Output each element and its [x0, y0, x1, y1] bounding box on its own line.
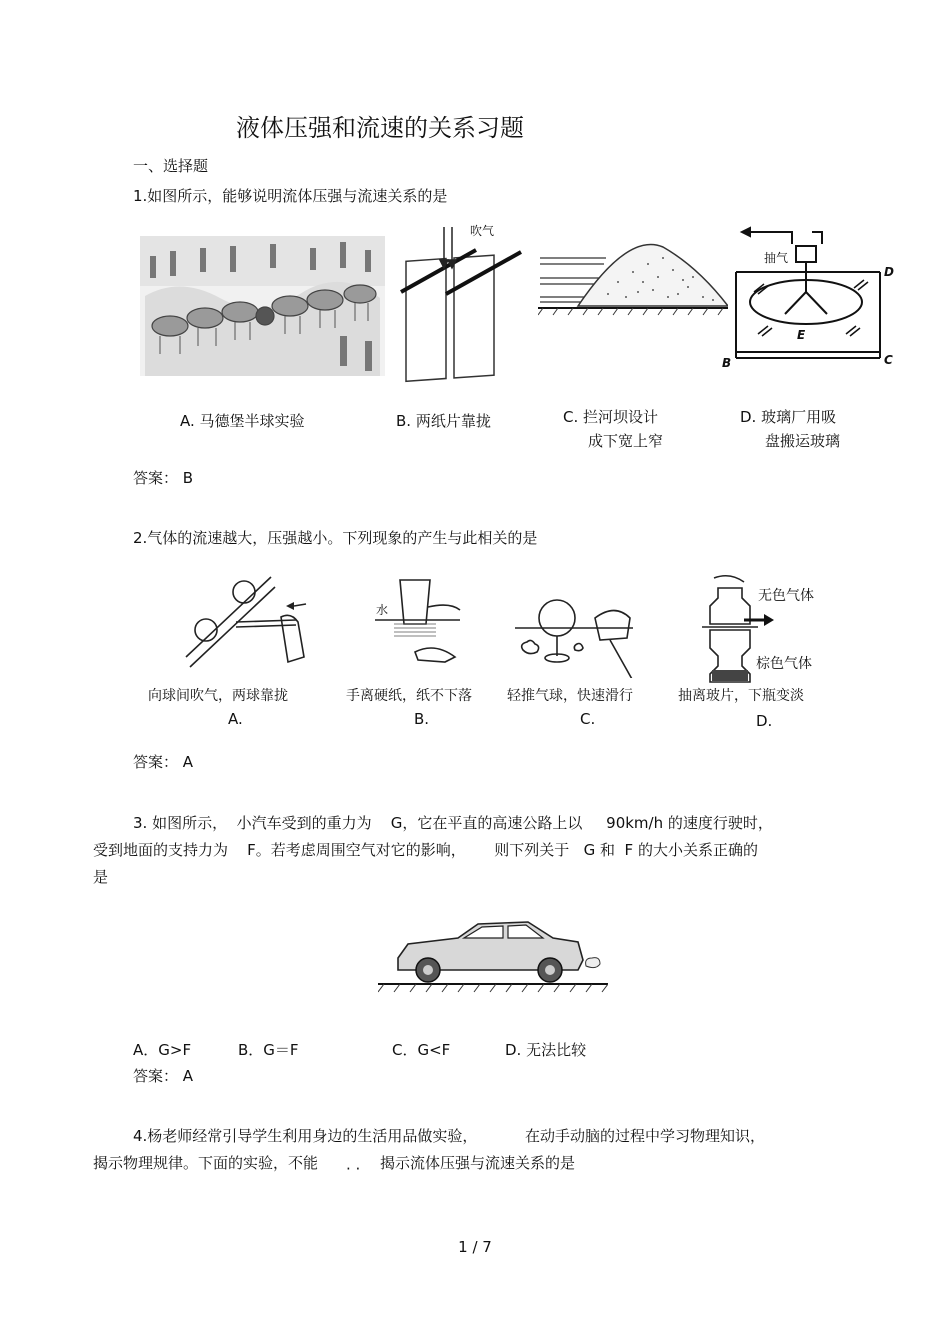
q3-figure-car: [378, 908, 608, 994]
q3-option-b: B．G＝F: [238, 1041, 299, 1059]
q1-figure-a-magdeburg: [140, 236, 385, 376]
section-heading: 一、选择题: [133, 157, 209, 175]
q2-fig-b-water-label: 水: [376, 603, 389, 617]
question-3-answer: 答案： A: [133, 1067, 194, 1085]
question-3-line1: 3. 如图所示， 小汽车受到的重力为 G，它在平直的高速公路上以 90km/h 的速度行驶时，: [133, 814, 773, 832]
q2-figure-c-balloon: [515, 578, 645, 678]
q1-figure-d-suction: [730, 222, 900, 372]
question-3-line3: 是: [93, 868, 109, 886]
q2-figure-d-arrow: [744, 614, 774, 626]
page-number: 1 / 7: [458, 1238, 492, 1256]
q2-letter-b: B.: [414, 710, 430, 728]
q1-fig-d-label-c: C: [884, 353, 893, 367]
q2-caption-d: 抽离玻片，下瓶变淡: [678, 688, 804, 704]
q1-figure-c-dam: [538, 242, 728, 317]
question-1-answer: 答案： B: [133, 469, 194, 487]
q1-fig-d-label-b: B: [722, 356, 732, 370]
question-4-line2a: 揭示物理规律。下面的实验，不能: [93, 1154, 319, 1172]
q2-letter-d: D.: [756, 712, 773, 730]
q1-caption-a: A. 马德堡半球实验: [180, 412, 305, 430]
q2-figure-b-cup: [360, 572, 470, 682]
emphasis-dots: · ·: [346, 1160, 361, 1178]
q2-figure-a-balls: [176, 572, 316, 682]
q3-option-c: C．G<F: [392, 1041, 451, 1059]
q2-letter-c: C.: [580, 710, 596, 728]
q1-caption-c-line1: C. 拦河坝设计: [563, 408, 659, 426]
q2-letter-a: A.: [228, 710, 243, 728]
q2-figure-d-bottles: [700, 574, 760, 684]
question-3-line2: 受到地面的支持力为 F。若考虑周围空气对它的影响， 则下列关于 G 和 F 的大小关系正确的: [93, 841, 758, 859]
q3-option-a: A．G>F: [133, 1041, 192, 1059]
question-4-line2b: 揭示流体压强与流速关系的是: [380, 1154, 576, 1172]
q1-figure-b-paper: [396, 222, 531, 392]
q2-fig-d-colorless-label: 无色气体: [758, 588, 814, 604]
q2-caption-a: 向球间吹气，两球靠拢: [148, 688, 288, 704]
page-title: 液体压强和流速的关系习题: [236, 114, 524, 142]
question-1-text: 1.如图所示，能够说明流体压强与流速关系的是: [133, 187, 448, 205]
q1-fig-d-label-e: E: [797, 328, 806, 342]
q2-caption-c: 轻推气球，快速滑行: [507, 688, 633, 704]
q2-caption-b: 手离硬纸，纸不下落: [346, 688, 472, 704]
q1-fig-d-label-d: D: [884, 265, 894, 279]
question-2-text: 2.气体的流速越大，压强越小。下列现象的产生与此相关的是: [133, 529, 538, 547]
q2-fig-d-brown-label: 棕色气体: [756, 656, 812, 672]
q1-caption-c-line2: 成下宽上窄: [588, 432, 664, 450]
q3-option-d: D. 无法比较: [505, 1041, 587, 1059]
q1-fig-b-blow-label: 吹气: [470, 224, 495, 238]
q1-fig-d-pump-label: 抽气: [764, 251, 789, 265]
q1-caption-b: B. 两纸片靠拢: [396, 412, 491, 430]
question-4-line1: 4.杨老师经常引导学生利用身边的生活用品做实验， 在动手动脑的过程中学习物理知识，: [133, 1127, 765, 1145]
q1-caption-d-line2: 盘搬运玻璃: [765, 432, 841, 450]
question-2-answer: 答案： A: [133, 753, 194, 771]
q1-caption-d-line1: D. 玻璃厂用吸: [740, 408, 837, 426]
